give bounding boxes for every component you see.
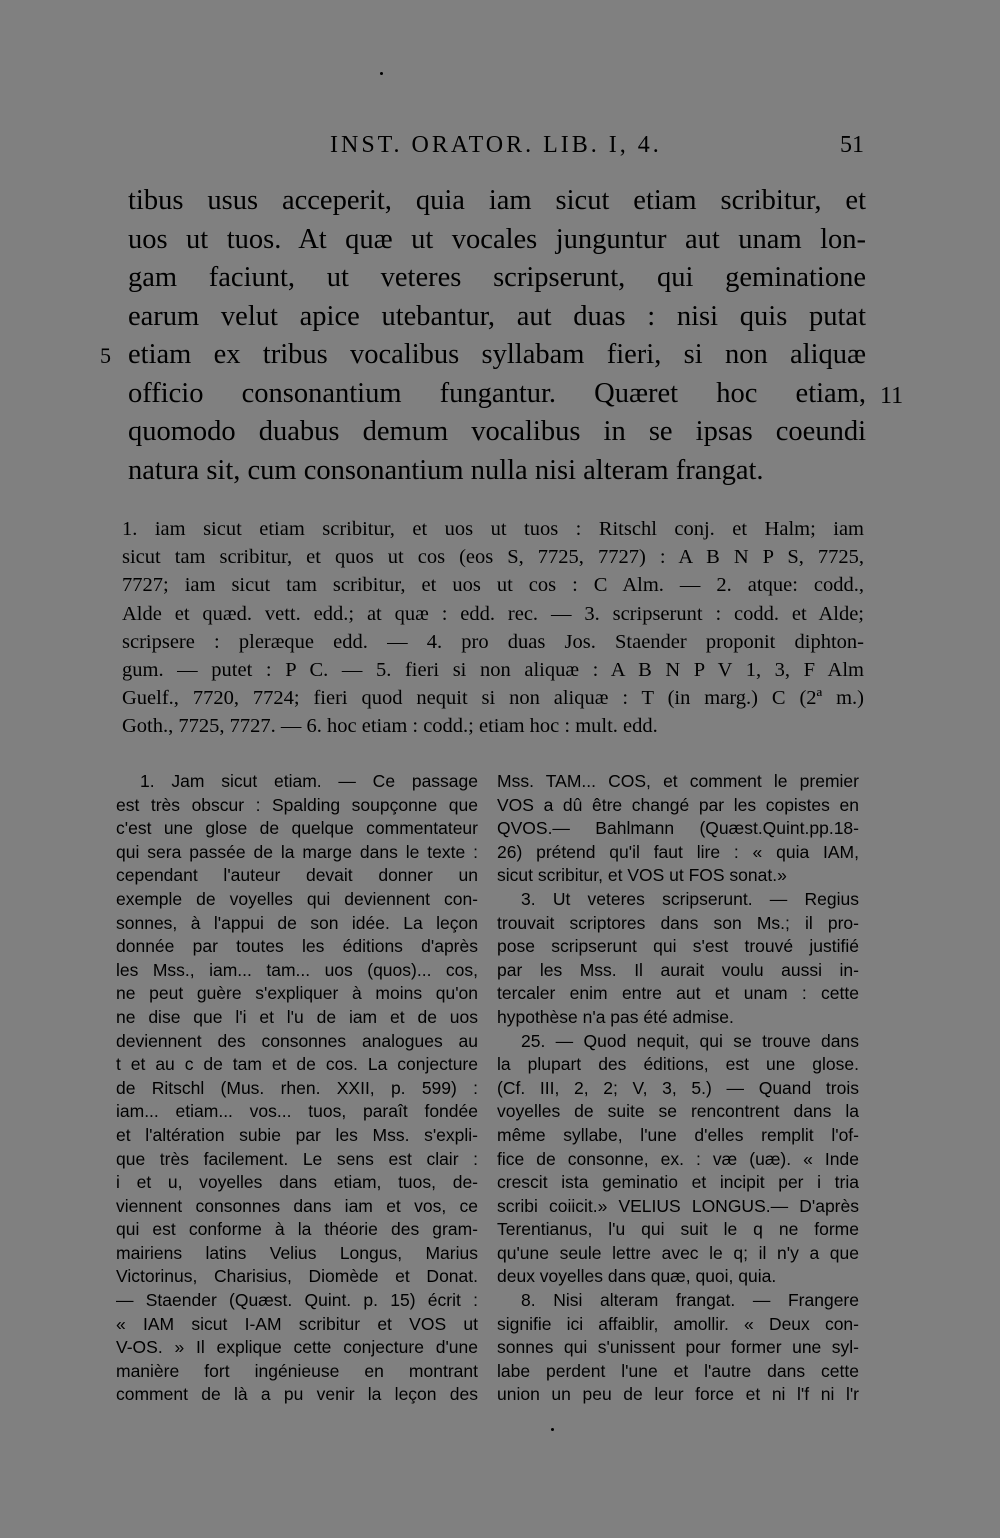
note-line: sicut scribitur, et VOS ut FOS sonat.» [497, 865, 787, 886]
note-line: pose scripserunt qui s'est trouvé justifié [497, 936, 859, 957]
note-line: hypothèse n'a pas été admise. [497, 1006, 734, 1027]
note-line: (Cf. III, 2, 2; V, 3, 5.) — Quand trois [497, 1077, 859, 1098]
main-text-line: quomodo duabus demum vocalibus in se ipsas coeundi [128, 416, 866, 447]
note-line: fice de consonne, ex. : væ (uæ). « Inde [497, 1148, 859, 1169]
note-line: « IAM sicut I-AM scribitur et VOS ut [116, 1313, 478, 1334]
note-line: 25. — Quod nequit, qui se trouve dans [521, 1030, 859, 1051]
note-line: t et au c de tam et de cos. La conjecture [116, 1054, 478, 1075]
note-line: cependant l'auteur devait donner un [116, 865, 478, 886]
apparatus-line: sicut tam scribitur, et quos ut cos (eos S, 7725, 7727) : A B N P S, 7725, [122, 546, 864, 569]
main-text-line: etiam ex tribus vocalibus syllabam fieri, si non aliquæ [128, 339, 866, 370]
note-line: par les Mss. Il aurait voulu aussi in- [497, 959, 859, 980]
note-line: viennent consonnes dans iam et vos, ce [116, 1195, 478, 1216]
note-line: VOS a dû être changé par les copistes en [497, 794, 859, 815]
apparatus-line: Alde et quæd. vett. edd.; at quæ : edd. rec. — 3. scripserunt : codd. et Alde; [122, 602, 864, 625]
note-line: tercaler enim entre aut et unam : cette [497, 983, 859, 1004]
note-line: signifie ici affaiblir, amollir. « Deux con- [497, 1313, 859, 1334]
note-line: sonnes, à l'appui de son idée. La leçon [116, 912, 478, 933]
ink-speck [551, 1428, 554, 1431]
note-line: exemple de voyelles qui deviennent con- [116, 888, 478, 909]
note-line: V-OS. » Il explique cette conjecture d'une [116, 1337, 478, 1358]
note-line: 1. Jam sicut etiam. — Ce passage [140, 771, 478, 791]
apparatus-line: Goth., 7725, 7727. — 6. hoc etiam : codd.; etiam hoc : mult. edd. [122, 715, 658, 738]
note-line: c'est une glose de quelque commentateur [116, 818, 478, 839]
note-line: 8. Nisi alteram frangat. — Frangere [521, 1290, 859, 1311]
note-line: qui est conforme à la théorie des gram- [116, 1219, 478, 1240]
main-text-line: earum velut apice utebantur, aut duas : nisi quis putat [128, 300, 866, 332]
note-line: même syllabe, l'une d'elles remplit l'of- [497, 1124, 859, 1145]
apparatus-line: Guelf., 7720, 7724; fieri quod nequit si non aliquæ : T (in marg.) C (2ª m.) [122, 687, 864, 710]
apparatus-line: 1. iam sicut etiam scribitur, et uos ut tuos : Ritschl conj. et Halm; iam [122, 518, 864, 540]
note-line: manière fort ingénieuse en montrant [116, 1360, 478, 1381]
note-line: la plupart des éditions, est une glose. [497, 1054, 859, 1075]
note-line: — Staender (Quæst. Quint. p. 15) écrit : [116, 1290, 478, 1311]
commentary-right-column [497, 770, 859, 1407]
main-text-line: gam faciunt, ut veteres scripserunt, qui geminatione [128, 262, 866, 293]
main-text-line: uos ut tuos. At quæ ut vocales junguntur aut unam lon- [128, 223, 866, 255]
note-line: ne dise que l'i et l'u de iam et de uos [116, 1006, 478, 1027]
commentary-left-column [116, 770, 478, 1407]
note-line: Mss. TAM... COS, et comment le premier [497, 771, 859, 791]
note-line: comment de là a pu venir la leçon des [116, 1384, 478, 1405]
note-line: sonnes qui s'unissent pour former une syl- [497, 1337, 859, 1358]
note-line: est très obscur : Spalding soupçonne que [116, 794, 478, 815]
note-line: qu'une seule lettre avec le q; il n'y a que [497, 1242, 859, 1263]
note-line: Victorinus, Charisius, Diomède et Donat. [116, 1266, 478, 1287]
note-line: deviennent des consonnes analogues au [116, 1030, 478, 1051]
note-line: et l'altération subie par les Mss. s'expli- [116, 1124, 478, 1145]
main-latin-text [128, 182, 866, 490]
note-line: scribi coiicit.» VELIUS LONGUS.— D'après [497, 1195, 859, 1216]
note-line: deux voyelles dans quæ, quoi, quia. [497, 1266, 777, 1287]
apparatus-line: scripsere : pleræque edd. — 4. pro duas Jos. Staender proponit diphton- [122, 630, 864, 653]
note-line: de Ritschl (Mus. rhen. XXII, p. 599) : [116, 1077, 478, 1098]
note-line: les Mss., iam... tam... uos (quos)... cos, [116, 959, 478, 980]
note-line: i et u, voyelles dans etiam, tuos, de- [116, 1172, 478, 1193]
section-number-margin: 11 [880, 383, 904, 409]
note-line: qui sera passée de la marge dans le texte : [116, 841, 478, 862]
note-line: QVOS.— Bahlmann (Quæst.Quint.pp.18- [497, 818, 859, 839]
line-number-margin: 5 [100, 343, 111, 368]
note-line: voyelles de suite se rencontrent dans la [497, 1101, 859, 1122]
note-line: union un peu de leur force et ni l'f ni l'r [497, 1384, 859, 1405]
note-line: trouvait scriptores dans son Ms.; il pro- [497, 912, 859, 933]
apparatus-line: gum. — putet : P C. — 5. fieri si non aliquæ : A B N P V 1, 3, F Alm [122, 659, 864, 682]
note-line: labe perdent l'une et l'autre dans cette [497, 1360, 859, 1381]
main-text-line: natura sit, cum consonantium nulla nisi alteram frangat. [128, 454, 764, 486]
note-line: Terentianus, l'u qui suit le q ne forme [497, 1219, 859, 1240]
ink-speck [380, 72, 383, 75]
running-title: INST. ORATOR. LIB. I, 4. [330, 132, 662, 158]
note-line: que très facilement. Le sens est clair : [116, 1148, 478, 1169]
main-text-line: tibus usus acceperit, quia iam sicut etiam scribitur, et [128, 185, 866, 216]
critical-apparatus [122, 515, 864, 741]
main-text-line: officio consonantium fungantur. Quæret hoc etiam, [128, 377, 866, 409]
note-line: ne peut guère s'expliquer à moins qu'on [116, 983, 478, 1004]
note-line: 3. Ut veteres scripserunt. — Regius [521, 888, 859, 909]
note-line: crescit ista geminatio et incipit per i tria [497, 1172, 859, 1193]
note-line: mairiens latins Velius Longus, Marius [116, 1242, 478, 1263]
apparatus-line: 7727; iam sicut tam scribitur, et uos ut cos : C Alm. — 2. atque: codd., [122, 574, 864, 597]
note-line: donnée par toutes les éditions d'après [116, 936, 478, 957]
note-line: iam... etiam... vos... tuos, paraît fondée [116, 1101, 478, 1122]
page-number: 51 [840, 132, 864, 158]
note-line: 26) prétend qu'il faut lire : « quia IAM, [497, 841, 859, 862]
